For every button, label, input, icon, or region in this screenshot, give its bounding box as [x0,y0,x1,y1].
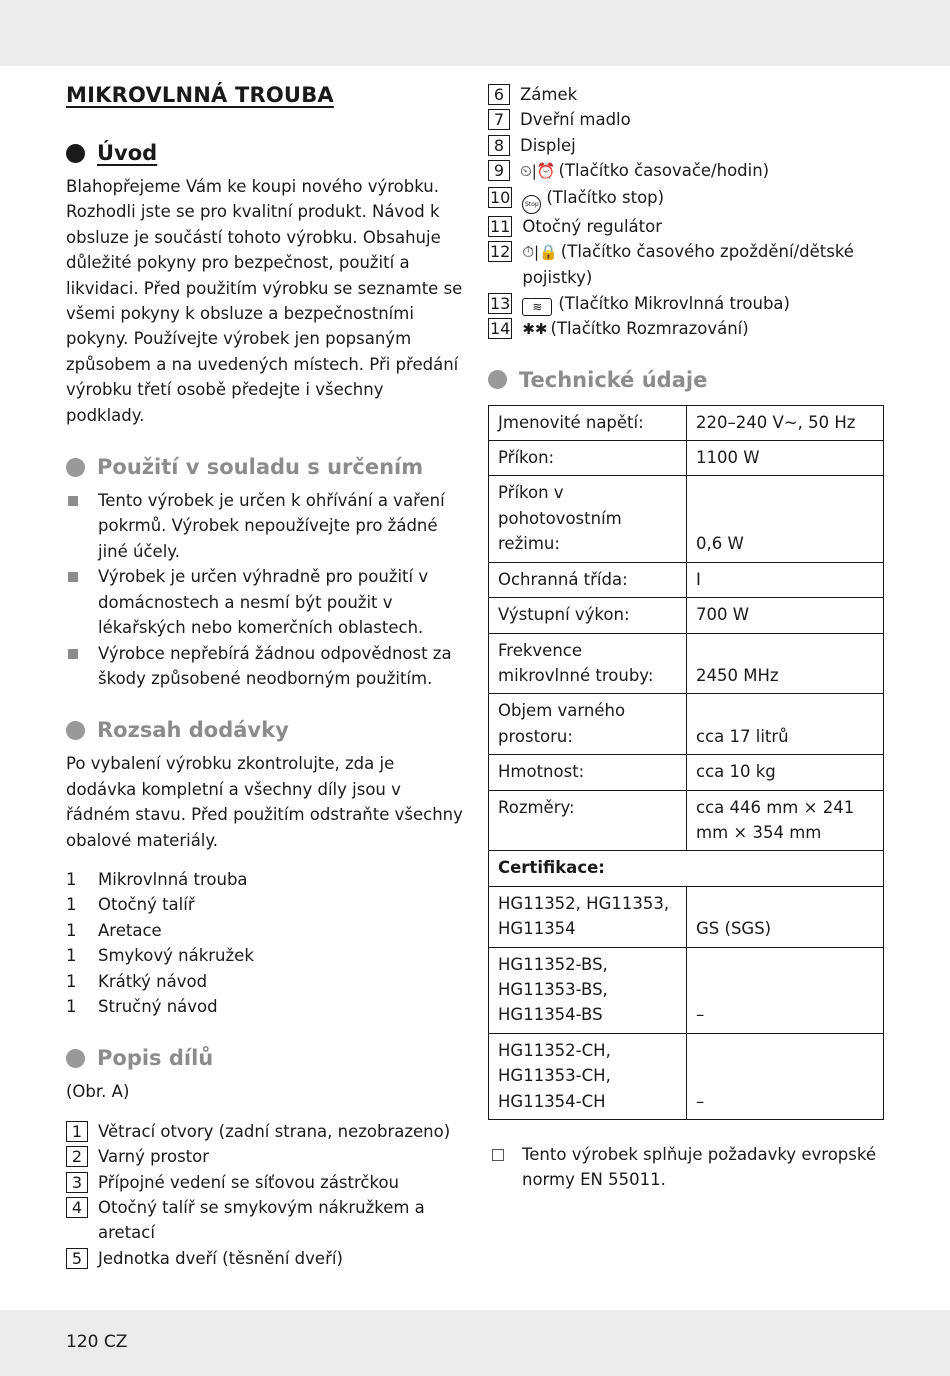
table-row [489,947,884,1033]
part-text: Otočný regulátor [522,216,662,236]
part-number: 6 [488,84,510,105]
part-text: (Tlačítko Mikrovlnná trouba) [558,293,790,313]
bullet-dot-icon [66,144,85,163]
table-row [489,1033,884,1119]
parts-list-a [66,1119,466,1271]
figure-ref: (Obr. A) [66,1082,130,1102]
item-name: Otočný talíř [98,895,195,915]
table-row [489,790,884,851]
intro-text: Blahopřejeme Vám ke koupi nového výrobku. Rozhodli jste se pro kvalitní produkt. Návod k obsluze je součástí tohoto výrobku. Obsahuje důležité pokyny pro bezpečnost, použití a likvidaci. Před použitím výrobku se seznamte se všemi pokyny k obsluze a bezpečnostními pokyny. Používejte výrobek jen popsaným způsobem a na uvedených místech. Při předání výrobku třetí osobě předejte i všechny podklady. [66,177,463,425]
part-text: Displej [520,135,576,155]
item-name: Aretace [98,920,162,940]
row-value: cca 446 mm × 241 mm × 354 mm [687,790,884,851]
list-item [488,316,888,342]
bullet-dot-icon [488,370,507,389]
row-label: Jmenovité napětí: [489,405,687,440]
list-item [66,867,466,892]
row-label: Výstupní výkon: [489,598,687,633]
part-number: 13 [490,293,511,313]
section-title: Použití v souladu s určením [97,455,424,480]
row-label: Příkon v pohotovostním režimu: [489,476,687,562]
item-name: Krátký návod [98,971,208,991]
part-number: 5 [66,1248,88,1269]
row-value: 700 W [687,598,884,633]
list-item [66,1246,466,1271]
part-number: 11 [490,216,511,236]
row-label: Frekvence mikrovlnné trouby: [489,633,687,694]
cert-value: GS (SGS) [687,886,884,947]
list-item: Tento výrobek je určen k ohřívání a vaření pokrmů. Výrobek nepoužívejte pro žádné jiné účely. [66,488,466,564]
row-label: Hmotnost: [489,755,687,790]
bullet-dot-icon [66,458,85,477]
list-item [488,82,888,107]
table-row [489,633,884,694]
list-item [488,214,888,239]
part-text: (Tlačítko časovače/hodin) [558,161,770,181]
list-item [488,158,888,184]
row-value: I [687,562,884,597]
table-row [489,851,884,886]
list-item [66,1170,466,1195]
list-item [66,969,466,994]
item-qty: 1 [66,996,77,1016]
certification-heading: Certifikace: [489,851,884,886]
part-text: Varný prostor [98,1147,210,1167]
list-item [66,892,466,917]
list-item [488,133,888,158]
defrost-icon: ✱✱ [522,320,548,339]
row-value: cca 10 kg [687,755,884,790]
section-title: Úvod [97,141,158,165]
checkbox-square-icon [492,1149,504,1161]
list-item [66,1195,466,1246]
list-item: Výrobce nepřebírá žádnou odpovědnost za škody způsobené neodborným použitím. [66,641,466,692]
table-row [489,441,884,476]
part-number: 8 [488,135,510,156]
item-name: Smykový nákružek [98,946,254,966]
page-footer: 120 CZ [66,1332,128,1352]
list-item [66,1144,466,1169]
table-row [489,886,884,947]
part-number: 4 [66,1197,88,1218]
row-label: Rozměry: [489,790,687,851]
part-text: Zámek [520,85,578,104]
row-value: 1100 W [687,441,884,476]
timer-clock-icon: ⏲|⏰ [520,162,556,181]
part-text: (Tlačítko časového zpoždění/dětské pojistky) [522,242,854,288]
part-text: Otočný talíř se smykovým nákružkem a aretací [98,1198,425,1243]
part-text: Větrací otvory (zadní strana, nezobrazeno) [98,1121,451,1141]
item-qty: 1 [66,946,77,966]
section-title: Technické údaje [519,367,708,392]
section-intro-heading [66,136,466,170]
section-parts-heading [66,1041,466,1075]
row-label: Ochranná třída: [489,562,687,597]
top-band [0,0,950,66]
list-item [488,291,888,316]
part-text: Jednotka dveří (těsnění dveří) [98,1248,343,1268]
delivery-list [66,867,466,1019]
list-item [488,185,888,214]
list-item [488,239,888,291]
table-row [489,755,884,790]
right-column [488,82,888,1193]
delivery-text: Po vybalení výrobku zkontrolujte, zda je dodávka kompletní a všechny díly jsou v řádném stavu. Před použitím odstraňte všechny obalové materiály. [66,754,463,850]
item-qty: 1 [66,895,77,915]
section-intended-use-heading [66,450,466,484]
page-title: MIKROVLNNÁ TROUBA [66,83,334,107]
item-qty: 1 [66,869,77,889]
part-number: 3 [66,1172,88,1193]
cert-models: HG11352-CH, HG11353-CH, HG11354-CH [489,1033,687,1119]
list-item [488,107,888,132]
row-value: cca 17 litrů [687,694,884,755]
part-text: (Tlačítko Rozmrazování) [550,319,749,339]
cert-models: HG11352, HG11353, HG11354 [489,886,687,947]
left-column [66,80,466,1271]
part-text: (Tlačítko stop) [546,187,665,207]
row-label: Příkon: [489,441,687,476]
section-technical-heading [488,363,888,397]
list-item [66,994,466,1019]
intended-use-list [66,488,466,691]
row-value: 0,6 W [687,476,884,562]
part-text: Přípojné vedení se síťovou zástrčkou [98,1172,400,1192]
part-number: 1 [66,1121,88,1142]
part-number: 12 [490,242,511,262]
cert-value: – [687,1033,884,1119]
part-number: 9 [488,160,510,181]
item-qty: 1 [66,920,77,940]
item-name: Stručný návod [98,996,218,1016]
table-row [489,562,884,597]
part-number: 7 [488,109,510,130]
cert-value: – [687,947,884,1033]
row-label: Objem varného prostoru: [489,694,687,755]
parts-list-b [488,82,888,343]
row-value: 2450 MHz [687,633,884,694]
list-item [66,943,466,968]
item-name: Mikrovlnná trouba [98,869,248,889]
list-item [66,1119,466,1144]
stop-icon: Stop [522,195,541,214]
microwave-icon: ≋ [522,298,552,316]
item-qty: 1 [66,971,77,991]
section-title: Rozsah dodávky [97,718,289,743]
table-row [489,694,884,755]
bullet-dot-icon [66,721,85,740]
cert-models: HG11352-BS, HG11353-BS, HG11354-BS [489,947,687,1033]
bullet-dot-icon [66,1049,85,1068]
section-title: Popis dílů [97,1046,214,1071]
compliance-note [488,1142,888,1193]
table-row [489,476,884,562]
list-item [66,918,466,943]
list-item: Výrobek je určen výhradně pro použití v domácnostech a nesmí být použit v lékařských nebo komerčních oblastech. [66,564,466,640]
note-text: Tento výrobek splňuje požadavky evropské normy EN 55011. [522,1145,877,1190]
table-row [489,405,884,440]
part-number: 10 [490,187,511,207]
part-number: 14 [490,319,511,339]
part-number: 2 [66,1146,88,1167]
section-delivery-heading [66,713,466,747]
table-row [489,598,884,633]
part-text: Dveřní madlo [520,110,631,130]
bottom-band [0,1310,950,1376]
delay-lock-icon: ⏱|🔒 [522,243,558,262]
technical-table [488,405,884,1120]
row-value: 220–240 V~, 50 Hz [687,405,884,440]
